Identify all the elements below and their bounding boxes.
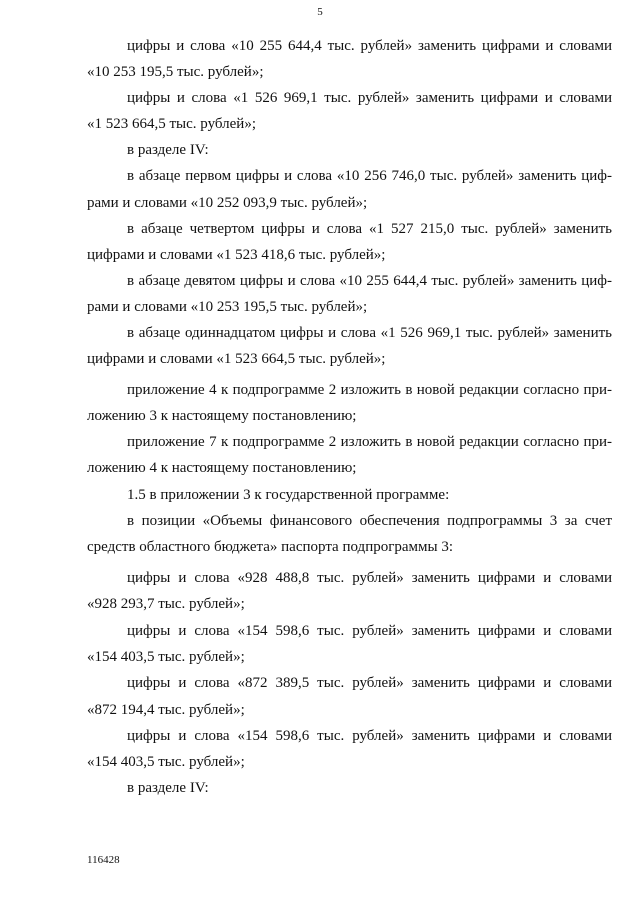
- text-line: цифры и слова «872 389,5 тыс. рублей» заменить цифрами и словами: [127, 675, 612, 691]
- text-line: ложению 4 к настоящему постановлению;: [87, 460, 357, 476]
- text-line: «872 194,4 тыс. рублей»;: [87, 702, 245, 718]
- text-line: «154 403,5 тыс. рублей»;: [87, 649, 245, 665]
- text-line: цифрами и словами «1 523 418,6 тыс. рублей»;: [87, 247, 386, 263]
- text-line: цифры и слова «154 598,6 тыс. рублей» заменить цифрами и словами: [127, 728, 612, 744]
- page-number: 5: [317, 6, 323, 18]
- text-line: «928 293,7 тыс. рублей»;: [87, 596, 245, 612]
- text-line: в разделе IV:: [127, 142, 209, 158]
- text-line: «154 403,5 тыс. рублей»;: [87, 754, 245, 770]
- text-line: рами и словами «10 253 195,5 тыс. рублей»;: [87, 299, 368, 315]
- text-line: «10 253 195,5 тыс. рублей»;: [87, 64, 264, 80]
- text-line: в абзаце девятом цифры и слова «10 255 644,4 тыс. рублей» заменить циф-: [127, 273, 612, 289]
- text-line: средств областного бюджета» паспорта подпрограммы 3:: [87, 539, 454, 555]
- text-line: приложение 4 к подпрограмме 2 изложить в новой редакции согласно при-: [127, 382, 612, 398]
- text-line: в разделе IV:: [127, 780, 209, 796]
- text-line: «1 523 664,5 тыс. рублей»;: [87, 116, 256, 132]
- text-line: ложению 3 к настоящему постановлению;: [87, 408, 357, 424]
- text-line: цифры и слова «928 488,8 тыс. рублей» заменить цифрами и словами: [127, 570, 612, 586]
- text-line: рами и словами «10 252 093,9 тыс. рублей»;: [87, 195, 368, 211]
- document-code: 116428: [87, 854, 120, 866]
- text-line: цифры и слова «10 255 644,4 тыс. рублей» заменить цифрами и словами: [127, 38, 612, 54]
- text-line: в абзаце одиннадцатом цифры и слова «1 526 969,1 тыс. рублей» заменить: [127, 325, 612, 341]
- text-line: 1.5 в приложении 3 к государственной программе:: [127, 487, 450, 503]
- text-line: в позиции «Объемы финансового обеспечения подпрограммы 3 за счет: [127, 513, 612, 529]
- text-line: цифрами и словами «1 523 664,5 тыс. рублей»;: [87, 351, 386, 367]
- text-line: в абзаце первом цифры и слова «10 256 746,0 тыс. рублей» заменить циф-: [127, 168, 612, 184]
- text-line: в абзаце четвертом цифры и слова «1 527 215,0 тыс. рублей» заменить: [127, 221, 612, 237]
- text-line: приложение 7 к подпрограмме 2 изложить в новой редакции согласно при-: [127, 434, 612, 450]
- text-line: цифры и слова «1 526 969,1 тыс. рублей» заменить цифрами и словами: [127, 90, 612, 106]
- text-line: цифры и слова «154 598,6 тыс. рублей» заменить цифрами и словами: [127, 623, 612, 639]
